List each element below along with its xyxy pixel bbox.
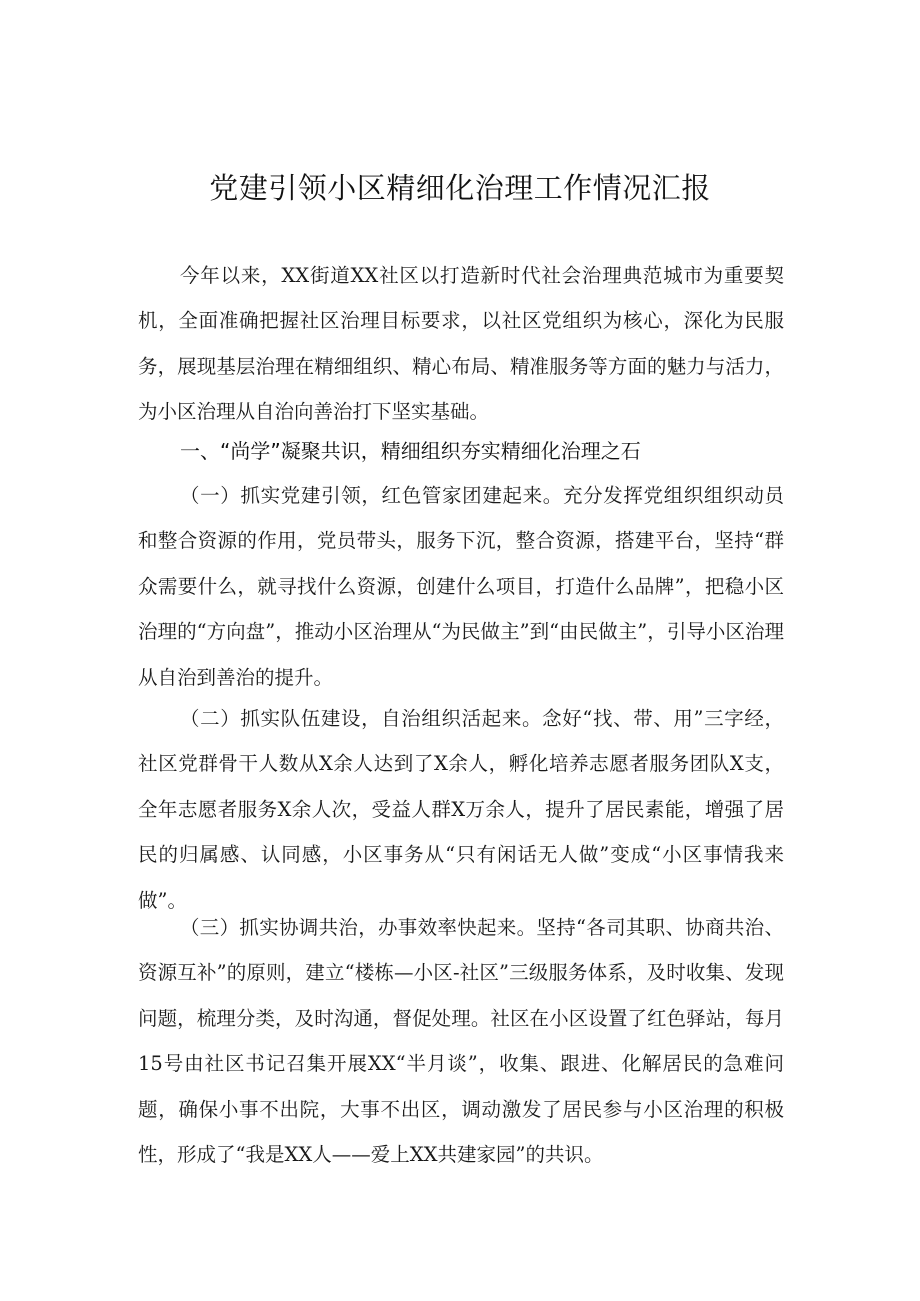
intro-paragraph: 今年以来，XX街道XX社区以打造新时代社会治理典范城市为重要契机，全面准确把握社区治理目标要求，以社区党组织为核心，深化为民服务，展现基层治理在精细组织、精心布局、精准服务等方面的魅力与活力，为小区治理从自治向善治打下坚实基础。 bbox=[138, 264, 784, 424]
subsection-3-paragraph: （三）抓实协调共治，办事效率快起来。坚持“各司其职、协商共治、资源互补”的原则，建立“楼栋—小区-社区”三级服务体系，及时收集、发现问题，梳理分类，及时沟通，督促处理。社区在小区设置了红色驿站，每月15号由社区书记召集开展XX“半月谈”，收集、跟进、化解居民的急难问题，确保小事不出院，大事不出区，调动激发了居民参与小区治理的积极性，形成了“我是XX人——爱上XX共建家园”的共识。 bbox=[138, 916, 784, 1167]
subsection-2-paragraph: （二）抓实队伍建设，自治组织活起来。念好“找、带、用”三字经，社区党群骨干人数从X余人达到了X余人，孵化培养志愿者服务团队X支，全年志愿者服务X余人次，受益人群X万余人，提升了居民素能，增强了居民的归属感、认同感，小区事务从“只有闲话无人做”变成“小区事情我来做”。 bbox=[138, 707, 784, 912]
document-title: 党建引领小区精细化治理工作情况汇报 bbox=[209, 171, 711, 205]
subsection-1-paragraph: （一）抓实党建引领，红色管家团建起来。充分发挥党组织组织动员和整合资源的作用，党员带头，服务下沉，整合资源，搭建平台，坚持“群众需要什么，就寻找什么资源，创建什么项目，打造什么品牌”，把稳小区治理的“方向盘”，推动小区治理从“为民做主”到“由民做主”，引导小区治理从自治到善治的提升。 bbox=[138, 484, 784, 689]
section-heading: 一、“尚学”凝聚共识，精细组织夯实精细化治理之石 bbox=[180, 439, 641, 463]
